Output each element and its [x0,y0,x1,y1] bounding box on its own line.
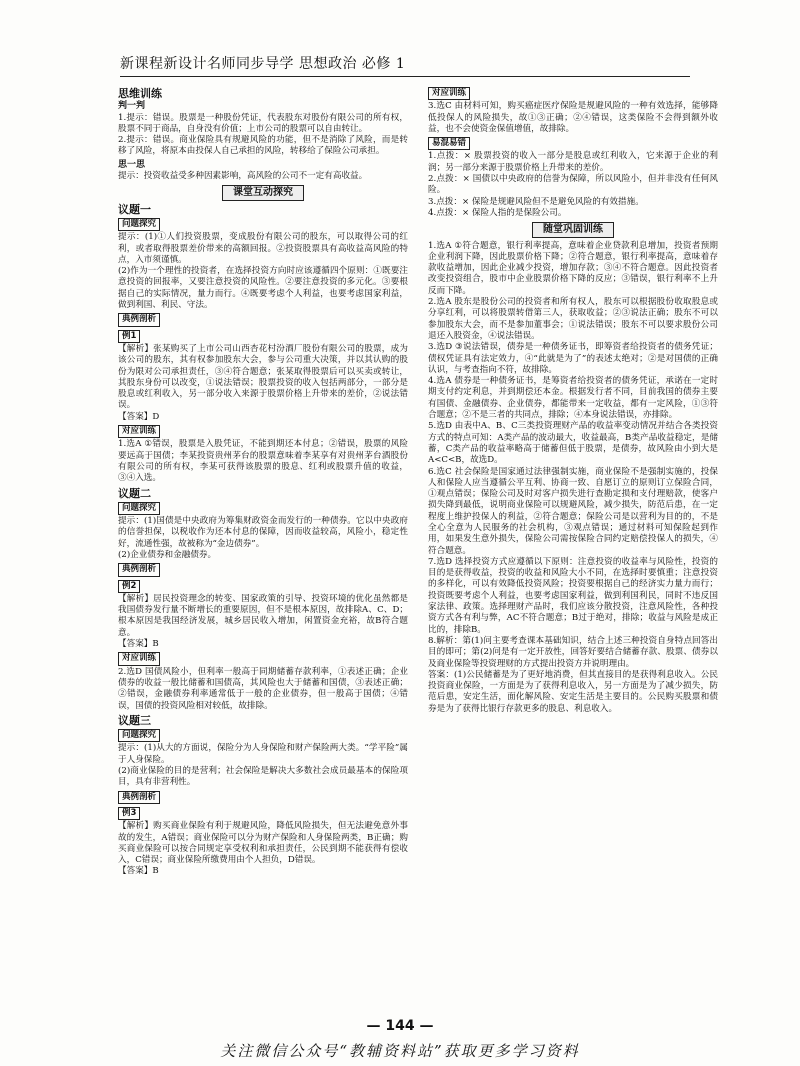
boxed-label: 例2 [118,580,140,593]
paragraph: 3.选D ③说法错误，债券是一种债务证书，即筹资者给投资者的债务凭证；债权凭证具有法定效力，④“此就是为了”的表述太绝对；②是对国债的正确认识，与考查指向不符，故排除。 [428,342,718,375]
boxed-label: 问题探究 [118,218,160,231]
paragraph: 提示：(1)国债是中央政府为筹集财政资金而发行的一种债券。它以中央政府的信誉担保，以税收作为还本付息的保障，因而收益较高，风险小，稳定性好，流通性强，故被称为“金边债券”。 [118,516,408,549]
boxed-label: 典例剖析 [118,791,160,804]
section-banner [428,222,718,237]
paragraph: 提示：投资收益受多种因素影响，高风险的公司不一定有高收益。 [118,171,368,182]
paragraph: 【答案】B [118,866,159,877]
boxed-label: 问题探究 [118,729,160,742]
boxed-label: 典例剖析 [118,313,160,326]
paragraph: 【解析】居民投资理念的转变、国家政策的引导、投资环境的优化虽然都是我国债券发行量不断增长的重要原因，但不是根本原因，故排除A、C、D；根本原因是我国经济发展，城乡居民收入增加，闲置资金充裕，故B符合题意。 [118,593,408,638]
paragraph: 8.解析：第(1)问主要考查课本基础知识，结合上述三种投资自身特点回答出目的即可；第(2)问是有一定开放性，回答好要结合储蓄存款、股票、债券以及商业保险等投资理财的方式提出投资方并说明理由。 [428,635,718,669]
paragraph: 4.点拨：× 保险人指的是保险公司。 [428,207,567,218]
paragraph: 2.选A 股东是股份公司的投资者和所有权人，股东可以根据股份收取股息或分享红利，可以将股票转借第三人，获取收益；②③说法正确；股东不可以参加股东大会，而不是参加董事会；①说法错误；股东不可以要求股份公司退还入股资金，④说法错误。 [428,297,718,341]
paragraph: 【解析】购买商业保险有利于规避风险，降低风险损失，但无法避免意外事故的发生，A错误；商业保险可以分为财产保险和人身保险两类，B正确；购买商业保险可以按合同规定享受权利和承担责任，公民到期不能获得有偿收入，C错误；商业保险所缴费用由个人担负，D错误。 [118,821,408,866]
paragraph: 【解析】张某购买了上市公司山西杏花村汾酒厂股份有限公司的股票，成为该公司的股东，其有权参加股东大会，参与公司重大决策，并以其认购的股份为限对公司承担责任，③④符合题意；张某取得股票后可以买卖或转让，其股东身份可以改变，①说法错误；股票投资的收入包括两部分，一部分是股息或红利收入，另一部分收入来源于股票价格上升带来的差价，②说法错误。 [118,343,408,411]
paragraph: 6.选C 社会保险是国家通过法律强制实施，商业保险不是强制实施的，投保人和保险人应当遵循公平互利、协商一致、自愿订立的原则订立保险合同，①观点错误；保险公司及时对客户损失进行查勘定损和支付理赔款，使客户损失降到最低，说明商业保险可以规避风险，减少损失，防范后患，在一定程度上维护投保人的利益，②符合题意；保险公司是以营利为目的的，不是全心全意为人民服务的社会机构，③观点错误；通过材料可知保险起到作用，如果发生意外损失，保险公司需按保险合同约定赔偿投保人的损失，④符合题意。 [428,466,718,556]
boxed-label: 对应训练 [118,652,160,665]
boxed-label: 例1 [118,330,140,343]
page-number: — 144 — [366,1018,434,1034]
paragraph: 答案：(1)公民储蓄是为了更好地消费，但其直接目的是获得利息收入。公民投资商业保险，一方面是为了获得利息收入，另一方面是为了减少损失，防范后患，安定生活，面化解风险、安定生活是主要目的。公民购买股票和债券是为了获得比银行存款更多的股息、利息收入。 [428,669,718,714]
paragraph: 1.选A ①错误，股票是入股凭证，不能到期还本付息；②错误，股票的风险要远高于国债；李某投资贵州茅台的股票意味着李某享有对贵州茅台酒股份有限公司的所有权，李某可获得该股票的股息、红利或股票升值的收益，③④入选。 [118,439,408,484]
paragraph: 【答案】D [118,411,160,422]
paragraph: (2)作为一个理性的投资者，在选择投资方向时应该遵循四个原则：①既要注意投资的回报率，又要注意投资的风险性。②要注意投资的多元化。③要根据自己的实际情况，量力而行。④既要考虑个人利益，也要考虑国家利益，做到利国、利民、守法。 [118,266,408,311]
section-heading: 思维训练 [118,87,162,100]
section-heading: 议题三 [118,713,151,727]
boxed-label: 易混易错 [428,137,470,150]
paragraph: (2)企业债券和金融债券。 [118,549,217,560]
paragraph: 2.选D 国债风险小，但利率一般高于同期储蓄存款利率，①表述正确；企业债券的收益一般比储蓄和国债高，其风险也大于储蓄和国债，③表述正确；②错误，金融债券利率通常低于一般的企业债券，但一般高于国债；④错误，国债的投资风险相对较低，故排除。 [118,666,408,711]
paragraph: 3.选C 由材料可知，购买癌症医疗保险是规避风险的一种有效选择，能够降低投保人的风险损失，故①③正确；②④错误，这类保险不会得到额外收益，也不会使资金保值增值，故排除。 [428,101,718,134]
paragraph: (2)商业保险的目的是营利；社会保险是解决大多数社会成员最基本的保险项目，具有非营利性。 [118,766,408,788]
subsection-heading: 判一判 [118,101,146,112]
section-banner-label: 课堂互动探究 [222,185,304,200]
right-column [428,85,718,925]
boxed-label: 对应训练 [428,87,470,100]
paragraph: 1.点拨：× 股票投资的收入一部分是股息或红利收入，它来源于企业的利润；另一部分来源于股票价格上升带来的差价。 [428,151,718,173]
paragraph: 提示：(1)从大的方面说，保险分为人身保险和财产保险两大类。“学平险”属于人身保险。 [118,743,408,765]
paragraph: 7.选D 选择投资方式应遵循以下原则：注意投资的收益率与风险性，投资的目的是获得收益，投资的收益和风险大小不同，在选择时要慎重；注意投资的多样化，可以有效降低投资风险；投资要根据自己的经济实力量力而行；投资既要考虑个人利益，也要考虑国家利益，做到利国利民，同时不违反国家法律、政策。选择理财产品时，我们应该分散投资，注意风险性，各种投资方式各有利与弊，AC不符合题意；B过于绝对，排除；收益与风险是成正比的，排除B。 [428,556,718,635]
paragraph: 提示：(1)①人们投资股票，变成股份有限公司的股东，可以取得公司的红利，或者取得股票差价带来的高额回报。②投资股票具有高收益高风险的特点，入市须谨慎。 [118,232,408,265]
paragraph: 2.点拨：× 国债以中央政府的信誉为保障，所以风险小，但并非没有任何风险。 [428,174,718,196]
paragraph: 5.选D 由表中A、B、C三类投资理财产品的收益率变动情况并结合各类投资方式的特点可知：A类产品的波动最大，收益最高，B类产品收益稳定，是储蓄，C类产品的收益率略高于储蓄但低于股票，是债券，故风险由小到大是A<C<B，故选D。 [428,421,718,466]
boxed-label: 问题探究 [118,502,160,515]
section-heading: 议题一 [118,202,151,216]
section-banner [118,185,408,200]
section-heading: 议题二 [118,486,151,500]
paragraph: 3.点拨：× 保险是规避风险但不是避免风险的有效措施。 [428,196,644,207]
paragraph: 1.选A ①符合题意，银行利率提高，意味着企业贷款利息增加，投资者预期企业利润下降，因此股票价格下降；②符合题意，银行利率提高，意味着存款收益增加，因此企业减少投资，增加存款；③④不符合题意。因此投资者改变投资组合，股市中企业股票价格下降的反应；③错误，银行利率不上升反而下降。 [428,240,718,296]
paragraph: 2.提示：错误。商业保险具有规避风险的功能，但不是消除了风险，而是转移了风险，将原本由投保人自己承担的风险，转移给了保险公司承担。 [118,135,408,157]
boxed-label: 典例剖析 [118,563,160,576]
left-column [118,85,408,1010]
paragraph: 1.提示：错误。股票是一种股份凭证，代表股东对股份有限公司的所有权，股票不同于商品，自身没有价值；上市公司的股票可以自由转让。 [118,112,408,134]
paragraph: 4.选A 债券是一种债务证书，是筹资者给投资者的债务凭证，承诺在一定时期支付约定利息，并到期偿还本金。根据发行者不同，目前我国的债券主要有国债、金融债券、企业债券，都能带来一定收益，都有一定风险，①③符合题意；②不是三者的共同点，排除；④本身说法错误，亦排除。 [428,376,718,421]
paragraph: 【答案】B [118,639,159,650]
boxed-label: 例3 [118,807,140,820]
section-banner-label: 随堂巩固训练 [532,222,614,237]
boxed-label: 对应训练 [118,425,160,438]
header-title: 新课程新设计名师同步导学 思想政治 必修 1 [120,56,406,72]
page-header [120,50,690,77]
footer-note: 关注微信公众号“教辅资料站”获取更多学习资料 [220,1042,580,1060]
subsection-heading: 思一思 [118,159,146,170]
